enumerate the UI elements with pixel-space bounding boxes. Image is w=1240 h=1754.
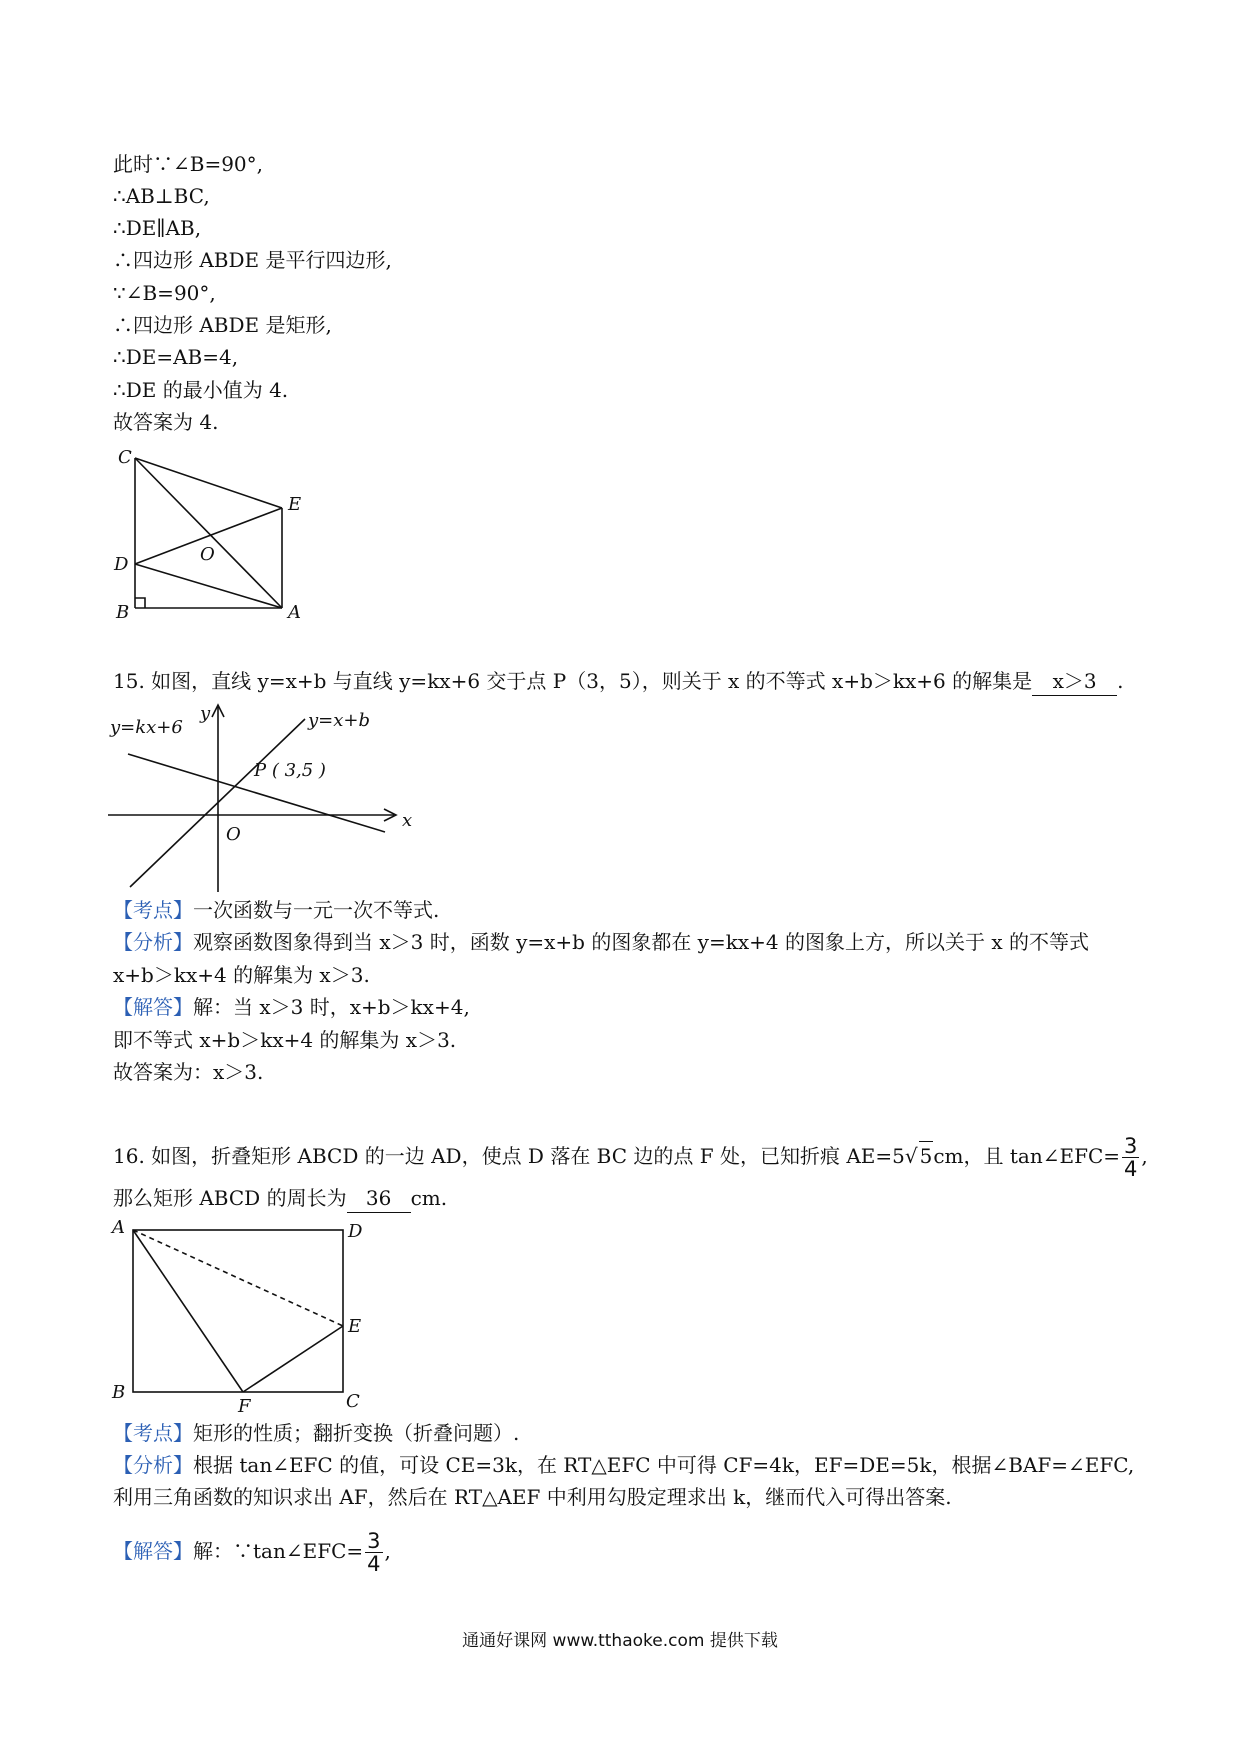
label-e: E xyxy=(348,1316,362,1337)
q15-answer: x＞3 xyxy=(1052,669,1097,693)
q15-answer-blank xyxy=(1032,667,1117,696)
q16-line2-end: cm. xyxy=(410,1186,448,1210)
q15-fenxi-text-1: 观察函数图象得到当 x＞3 时，函数 y=x+b 的图象都在 y=kx+4 的图象上方，所以关于 x 的不等式 xyxy=(193,930,1089,954)
q16-jieda-text: 解：∵tan∠EFC= xyxy=(193,1539,364,1563)
q16-jieda xyxy=(113,1530,391,1575)
fenxi-tag: 【分析】 xyxy=(113,1453,193,1477)
fenxi-tag: 【分析】 xyxy=(113,930,193,954)
rectangle-abcd xyxy=(133,1230,343,1392)
segment-fe xyxy=(243,1326,343,1392)
q15-jieda-text-1: 解：当 x＞3 时，x+b＞kx+4, xyxy=(193,995,470,1019)
q15-kaodian xyxy=(113,896,439,924)
q16-fraction xyxy=(1122,1135,1139,1180)
q15-jieda-3: 故答案为：x＞3. xyxy=(113,1060,264,1084)
q16-frac-den: 4 xyxy=(1124,1157,1138,1181)
label-f: F xyxy=(238,1396,251,1417)
kaodian-tag: 【考点】 xyxy=(113,1421,193,1445)
q16-jieda-end: , xyxy=(384,1539,391,1563)
label-o: O xyxy=(200,544,215,565)
jieda-tag: 【解答】 xyxy=(113,1539,193,1563)
sol14-line-2: ∴AB⊥BC, xyxy=(113,184,210,208)
sol14-line-4: ∴四边形 ABDE 是平行四边形, xyxy=(113,248,392,272)
label-line-xb: y=x+b xyxy=(308,710,371,731)
segment-af xyxy=(133,1230,243,1392)
label-line-kx6: y=kx+6 xyxy=(110,717,183,738)
q15-question-text: 15. 如图，直线 y=x+b 与直线 y=kx+6 交于点 P（3，5），则关于 x 的不等式 x+b＞kx+6 的解集是 xyxy=(113,669,1033,693)
q16-fenxi-text-1: 根据 tan∠EFC 的值，可设 CE=3k，在 RT△EFC 中可得 CF=4k，EF=DE=5k，根据∠BAF=∠EFC, xyxy=(193,1453,1135,1477)
q16-jieda-fraction xyxy=(365,1530,382,1575)
label-d: D xyxy=(348,1221,363,1242)
q16-question-mid: cm，且 tan∠EFC= xyxy=(933,1144,1121,1168)
q15-question-end: . xyxy=(1117,669,1124,693)
kaodian-tag: 【考点】 xyxy=(113,898,193,922)
q15-graph xyxy=(108,697,428,892)
q16-line2-text: 那么矩形 ABCD 的周长为 xyxy=(113,1186,347,1210)
page-footer: 通通好课网 www.tthaoke.com 提供下载 xyxy=(462,1631,778,1651)
q16-fenxi-2: 利用三角函数的知识求出 AF，然后在 RT△AEF 中利用勾股定理求出 k，继而代入可得出答案. xyxy=(113,1485,952,1509)
q16-frac-num: 3 xyxy=(1124,1134,1138,1158)
label-a: A xyxy=(288,602,301,623)
q16-answer-blank xyxy=(347,1184,411,1213)
segment-ce xyxy=(135,458,282,508)
q16-question xyxy=(113,1135,1148,1180)
q16-figure xyxy=(110,1217,363,1417)
sol14-line-9: 故答案为 4. xyxy=(113,410,219,434)
q16-question-text: 16. 如图，折叠矩形 ABCD 的一边 AD，使点 D 落在 BC 边的点 F 处，已知折痕 AE=5 xyxy=(113,1144,905,1168)
label-b: B xyxy=(112,1382,126,1403)
q15-fenxi-2: x+b＞kx+4 的解集为 x＞3. xyxy=(113,963,370,987)
q14-figure xyxy=(110,448,340,628)
q16-question-line2 xyxy=(113,1184,447,1213)
q16-jieda-frac-num: 3 xyxy=(367,1529,381,1553)
q16-sqrt: 5 xyxy=(919,1141,934,1170)
label-b: B xyxy=(116,602,130,623)
right-angle-mark xyxy=(135,598,145,608)
label-c: C xyxy=(118,447,132,468)
q15-kaodian-text: 一次函数与一元一次不等式. xyxy=(193,898,440,922)
q16-answer: 36 xyxy=(365,1186,392,1210)
sol14-line-6: ∴四边形 ABDE 是矩形, xyxy=(113,313,332,337)
sol14-line-5: ∵∠B=90°, xyxy=(113,281,216,305)
label-origin: O xyxy=(226,824,241,845)
q16-question-end: , xyxy=(1141,1144,1148,1168)
label-x-axis: x xyxy=(402,810,413,831)
label-a: A xyxy=(112,1217,125,1238)
sol14-line-7: ∴DE=AB=4, xyxy=(113,345,239,369)
q16-kaodian-text: 矩形的性质；翻折变换（折叠问题）. xyxy=(193,1421,520,1445)
sqrt-symbol: √ xyxy=(904,1144,918,1168)
label-d: D xyxy=(114,554,129,575)
label-point-p: P ( 3,5 ) xyxy=(254,760,326,781)
q16-kaodian xyxy=(113,1419,519,1447)
q16-jieda-frac-den: 4 xyxy=(367,1552,381,1576)
label-c: C xyxy=(346,1391,360,1412)
sol14-line-3: ∴DE∥AB, xyxy=(113,216,202,240)
sol14-line-8: ∴DE 的最小值为 4. xyxy=(113,378,289,402)
q15-jieda-1 xyxy=(113,993,470,1021)
q15-question xyxy=(113,667,1123,696)
segment-ae-fold xyxy=(133,1230,343,1326)
sol14-line-1: 此时∵∠B=90°, xyxy=(113,152,264,176)
jieda-tag: 【解答】 xyxy=(113,995,193,1019)
label-y-axis: y xyxy=(200,703,211,724)
q15-fenxi-1 xyxy=(113,928,1089,956)
q16-fenxi-1 xyxy=(113,1451,1134,1479)
label-e: E xyxy=(288,494,302,515)
q15-jieda-2: 即不等式 x+b＞kx+4 的解集为 x＞3. xyxy=(113,1028,457,1052)
